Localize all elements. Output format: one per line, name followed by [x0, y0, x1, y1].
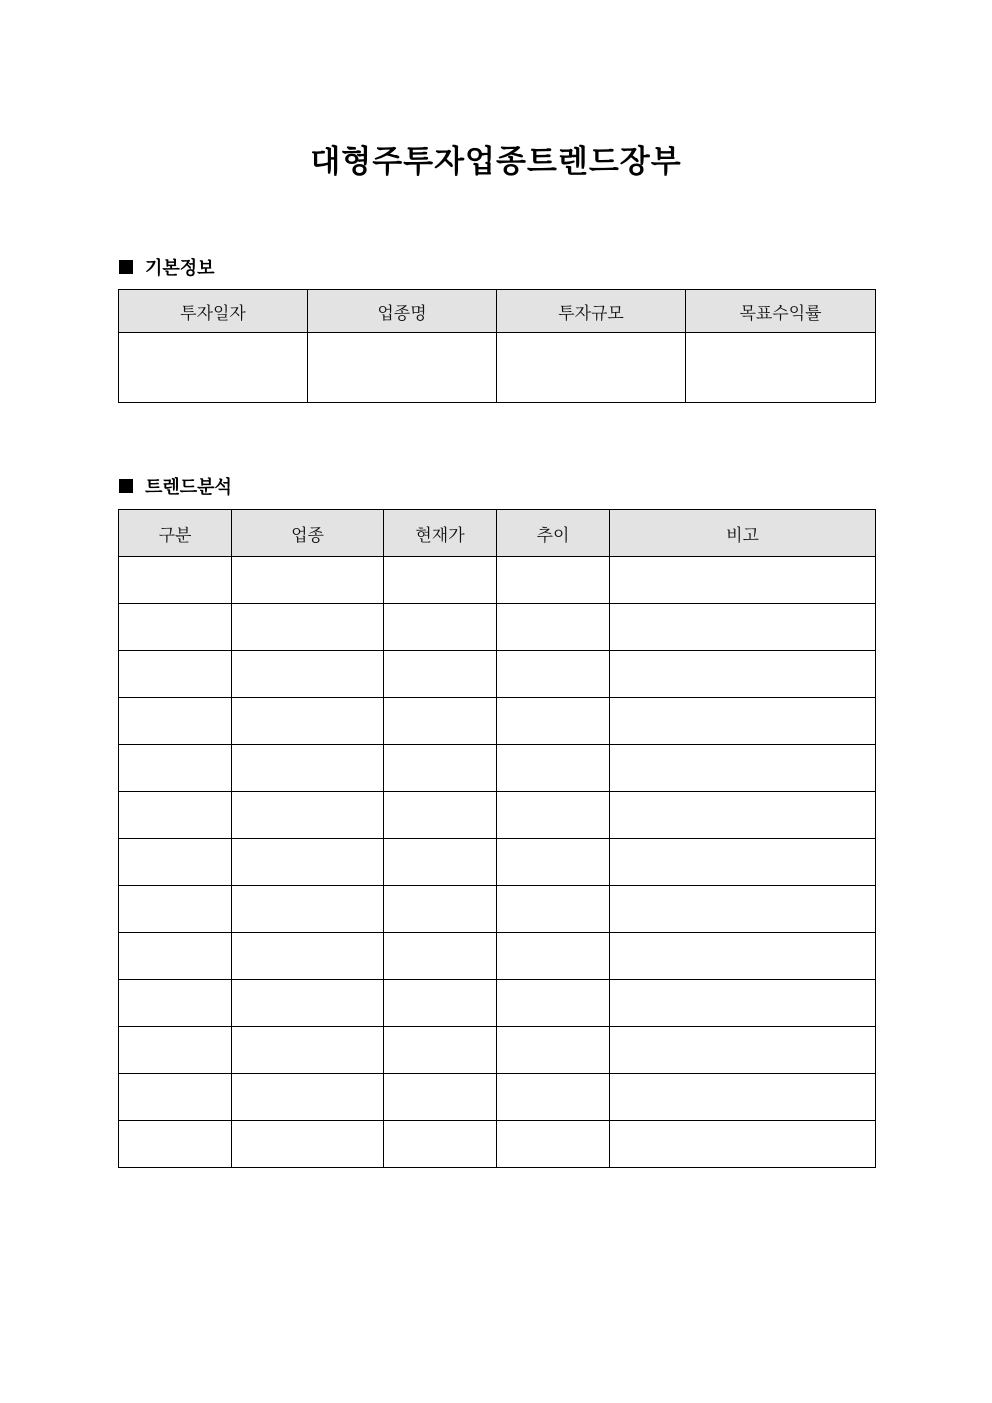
- column-header-remarks: 비고: [610, 510, 876, 557]
- table-row: [119, 839, 876, 886]
- industry-cell[interactable]: [232, 933, 384, 980]
- trend-cell[interactable]: [497, 651, 610, 698]
- category-cell[interactable]: [119, 557, 232, 604]
- column-header-target-return: 목표수익률: [686, 290, 876, 333]
- trend-cell[interactable]: [497, 980, 610, 1027]
- category-cell[interactable]: [119, 745, 232, 792]
- document-title: 대형주투자업종트렌드장부: [310, 144, 682, 180]
- category-cell[interactable]: [119, 980, 232, 1027]
- table-header-row: [119, 290, 876, 333]
- remarks-cell[interactable]: [610, 1027, 876, 1074]
- square-bullet-icon: [119, 479, 133, 493]
- industry-name-cell[interactable]: [308, 333, 497, 403]
- trend-cell[interactable]: [497, 839, 610, 886]
- current-price-cell[interactable]: [384, 1027, 497, 1074]
- column-header-category: 구분: [119, 510, 232, 557]
- trend-cell[interactable]: [497, 604, 610, 651]
- trend-cell[interactable]: [497, 698, 610, 745]
- current-price-cell[interactable]: [384, 745, 497, 792]
- current-price-cell[interactable]: [384, 792, 497, 839]
- remarks-cell[interactable]: [610, 604, 876, 651]
- industry-cell[interactable]: [232, 1074, 384, 1121]
- table-row: [119, 745, 876, 792]
- trend-cell[interactable]: [497, 745, 610, 792]
- remarks-cell[interactable]: [610, 980, 876, 1027]
- trend-cell[interactable]: [497, 557, 610, 604]
- basic-info-table: [118, 289, 876, 403]
- column-header-industry: 업종: [232, 510, 384, 557]
- investment-scale-cell[interactable]: [497, 333, 686, 403]
- current-price-cell[interactable]: [384, 980, 497, 1027]
- industry-cell[interactable]: [232, 792, 384, 839]
- industry-cell[interactable]: [232, 651, 384, 698]
- remarks-cell[interactable]: [610, 745, 876, 792]
- industry-cell[interactable]: [232, 698, 384, 745]
- category-cell[interactable]: [119, 604, 232, 651]
- table-row: [119, 1121, 876, 1168]
- current-price-cell[interactable]: [384, 886, 497, 933]
- table-row: [119, 886, 876, 933]
- industry-cell[interactable]: [232, 886, 384, 933]
- remarks-cell[interactable]: [610, 1074, 876, 1121]
- trend-table-body: [119, 557, 876, 1168]
- table-row: [119, 1027, 876, 1074]
- column-header-current-price: 현재가: [384, 510, 497, 557]
- remarks-cell[interactable]: [610, 886, 876, 933]
- current-price-cell[interactable]: [384, 698, 497, 745]
- category-cell[interactable]: [119, 1027, 232, 1074]
- trend-cell[interactable]: [497, 792, 610, 839]
- table-row: [119, 604, 876, 651]
- remarks-cell[interactable]: [610, 1121, 876, 1168]
- current-price-cell[interactable]: [384, 933, 497, 980]
- remarks-cell[interactable]: [610, 557, 876, 604]
- remarks-cell[interactable]: [610, 839, 876, 886]
- section-heading-trend-analysis: [119, 473, 232, 499]
- section-heading-basic-info: [119, 254, 215, 280]
- category-cell[interactable]: [119, 886, 232, 933]
- remarks-cell[interactable]: [610, 933, 876, 980]
- industry-cell[interactable]: [232, 980, 384, 1027]
- remarks-cell[interactable]: [610, 698, 876, 745]
- current-price-cell[interactable]: [384, 1074, 497, 1121]
- category-cell[interactable]: [119, 1121, 232, 1168]
- table-row: [119, 698, 876, 745]
- category-cell[interactable]: [119, 651, 232, 698]
- table-row: [119, 1074, 876, 1121]
- investment-date-cell[interactable]: [119, 333, 308, 403]
- category-cell[interactable]: [119, 933, 232, 980]
- remarks-cell[interactable]: [610, 651, 876, 698]
- trend-cell[interactable]: [497, 933, 610, 980]
- current-price-cell[interactable]: [384, 557, 497, 604]
- table-row: [119, 792, 876, 839]
- current-price-cell[interactable]: [384, 1121, 497, 1168]
- industry-cell[interactable]: [232, 1121, 384, 1168]
- category-cell[interactable]: [119, 1074, 232, 1121]
- trend-cell[interactable]: [497, 1121, 610, 1168]
- table-row: [119, 333, 876, 403]
- remarks-cell[interactable]: [610, 792, 876, 839]
- current-price-cell[interactable]: [384, 651, 497, 698]
- column-header-investment-date: 투자일자: [119, 290, 308, 333]
- industry-cell[interactable]: [232, 1027, 384, 1074]
- trend-analysis-table: [118, 509, 876, 1168]
- industry-cell[interactable]: [232, 839, 384, 886]
- current-price-cell[interactable]: [384, 604, 497, 651]
- section-heading-label: 트렌드분석: [145, 477, 232, 498]
- table-row: [119, 651, 876, 698]
- table-row: [119, 933, 876, 980]
- category-cell[interactable]: [119, 792, 232, 839]
- table-row: [119, 980, 876, 1027]
- industry-cell[interactable]: [232, 557, 384, 604]
- column-header-trend: 추이: [497, 510, 610, 557]
- table-row: [119, 557, 876, 604]
- trend-cell[interactable]: [497, 886, 610, 933]
- industry-cell[interactable]: [232, 745, 384, 792]
- section-heading-label: 기본정보: [145, 258, 215, 279]
- category-cell[interactable]: [119, 698, 232, 745]
- column-header-industry-name: 업종명: [308, 290, 497, 333]
- target-return-cell[interactable]: [686, 333, 876, 403]
- category-cell[interactable]: [119, 839, 232, 886]
- current-price-cell[interactable]: [384, 839, 497, 886]
- square-bullet-icon: [119, 260, 133, 274]
- table-header-row: [119, 510, 876, 557]
- trend-cell[interactable]: [497, 1027, 610, 1074]
- column-header-investment-scale: 투자규모: [497, 290, 686, 333]
- industry-cell[interactable]: [232, 604, 384, 651]
- trend-cell[interactable]: [497, 1074, 610, 1121]
